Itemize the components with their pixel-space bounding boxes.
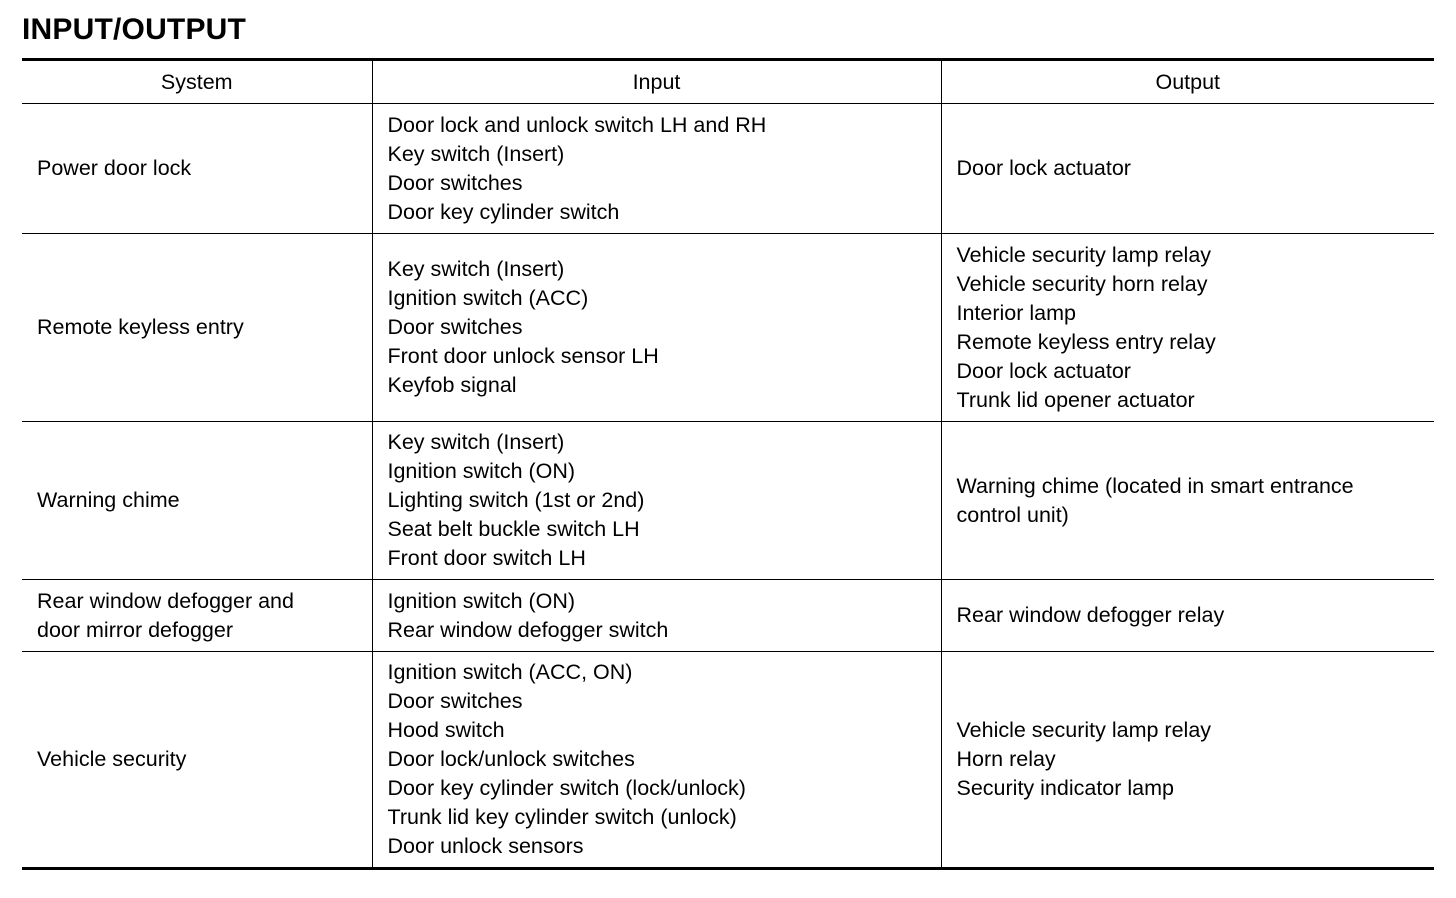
system-line: Rear window defogger and xyxy=(37,588,294,613)
input-line: Keyfob signal xyxy=(387,373,517,397)
output-cell xyxy=(941,104,1434,234)
output-line: Horn relay xyxy=(956,747,1056,771)
table-row xyxy=(22,234,1434,422)
input-line: Door key cylinder switch xyxy=(387,199,620,224)
input-line: Door switches xyxy=(387,689,523,713)
output-line: Door lock actuator xyxy=(956,358,1131,383)
page-title: INPUT/OUTPUT xyxy=(22,13,247,46)
input-line: Door switches xyxy=(387,315,523,339)
table-row xyxy=(22,422,1434,580)
input-line: Key switch (Insert) xyxy=(387,430,565,454)
input-output-table xyxy=(22,58,1434,870)
system-line: Warning chime xyxy=(37,488,180,512)
system-line: door mirror defogger xyxy=(37,617,233,642)
table-row xyxy=(22,652,1434,869)
output-line: Trunk lid opener actuator xyxy=(956,387,1195,412)
system-cell xyxy=(22,234,372,422)
input-cell xyxy=(372,652,941,869)
output-cell xyxy=(941,580,1434,652)
header-input: Input xyxy=(372,60,941,104)
system-cell xyxy=(22,652,372,869)
system-cell xyxy=(22,580,372,652)
input-line: Ignition switch (ON) xyxy=(387,588,576,613)
input-line: Key switch (Insert) xyxy=(387,141,565,166)
output-line: Rear window defogger relay xyxy=(956,603,1225,627)
output-line: Vehicle security lamp relay xyxy=(956,718,1212,742)
output-line: Security indicator lamp xyxy=(956,776,1174,800)
input-line: Ignition switch (ACC) xyxy=(387,286,589,310)
output-line: Door lock actuator xyxy=(956,156,1131,180)
input-line: Hood switch xyxy=(387,718,505,742)
output-line: Warning chime (located in smart entrance control unit) xyxy=(956,473,1354,527)
output-cell xyxy=(941,422,1434,580)
system-cell xyxy=(22,104,372,234)
output-line: Remote keyless entry relay xyxy=(956,329,1216,354)
table-row xyxy=(22,104,1434,234)
header-system: System xyxy=(22,60,372,104)
output-line: Vehicle security horn relay xyxy=(956,271,1208,296)
input-line: Trunk lid key cylinder switch (unlock) xyxy=(387,805,737,829)
input-line: Door lock/unlock switches xyxy=(387,747,635,771)
table-row xyxy=(22,580,1434,652)
input-cell xyxy=(372,580,941,652)
table-header-row xyxy=(22,60,1434,104)
output-line: Vehicle security lamp relay xyxy=(956,242,1212,267)
input-line: Ignition switch (ACC, ON) xyxy=(387,660,633,684)
output-cell xyxy=(941,652,1434,869)
input-cell xyxy=(372,104,941,234)
input-line: Ignition switch (ON) xyxy=(387,459,576,483)
input-line: Lighting switch (1st or 2nd) xyxy=(387,488,645,512)
system-cell xyxy=(22,422,372,580)
input-line: Door switches xyxy=(387,170,523,195)
system-line: Vehicle security xyxy=(37,747,187,771)
header-output: Output xyxy=(941,60,1434,104)
output-cell xyxy=(941,234,1434,422)
input-line: Key switch (Insert) xyxy=(387,257,565,281)
input-line: Seat belt buckle switch LH xyxy=(387,517,640,541)
output-line: Interior lamp xyxy=(956,300,1076,325)
system-line: Remote keyless entry xyxy=(37,315,244,339)
input-line: Door unlock sensors xyxy=(387,834,584,858)
input-line: Door lock and unlock switch LH and RH xyxy=(387,112,767,137)
input-line: Front door switch LH xyxy=(387,546,586,570)
input-line: Front door unlock sensor LH xyxy=(387,344,659,368)
input-cell xyxy=(372,422,941,580)
input-line: Door key cylinder switch (lock/unlock) xyxy=(387,776,746,800)
input-line: Rear window defogger switch xyxy=(387,617,669,642)
system-line: Power door lock xyxy=(37,156,192,180)
input-cell xyxy=(372,234,941,422)
